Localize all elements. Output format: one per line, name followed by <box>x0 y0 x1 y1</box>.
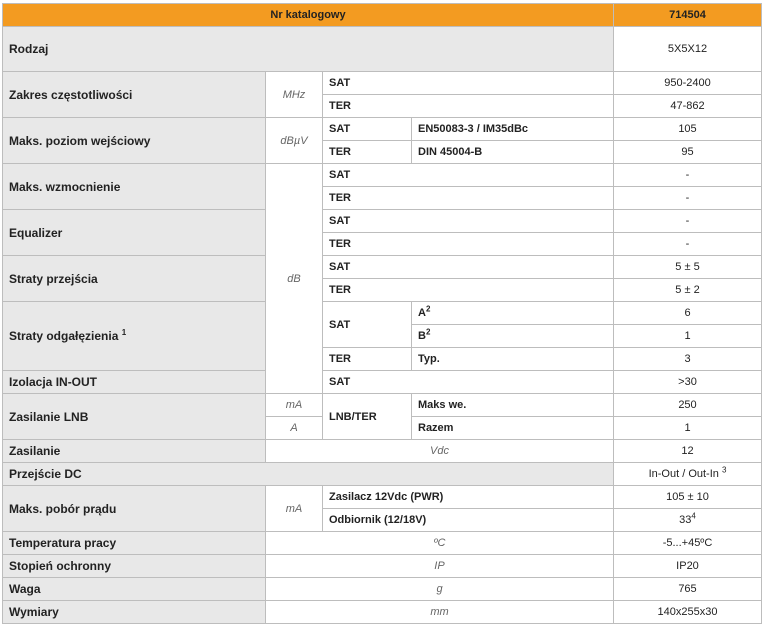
row-value: 3 <box>614 348 762 371</box>
param-label: Odbiornik (12/18V) <box>323 509 614 532</box>
band-label: SAT <box>323 371 614 394</box>
table-row <box>3 256 762 279</box>
band-label: TER <box>323 279 614 302</box>
unit-cell: mm <box>266 601 614 624</box>
row-value: 12 <box>614 440 762 463</box>
row-label: Rodzaj <box>3 27 614 72</box>
row-label: Equalizer <box>3 210 266 256</box>
row-value: 250 <box>614 394 762 417</box>
table-row <box>3 72 762 95</box>
unit-cell: mA <box>266 486 323 532</box>
row-value: 5 ± 5 <box>614 256 762 279</box>
row-value: - <box>614 210 762 233</box>
row-value: 5X5X12 <box>614 27 762 72</box>
catalog-number-value: 714504 <box>614 4 762 27</box>
table-row <box>3 463 762 486</box>
band-label: SAT <box>323 302 412 348</box>
row-value: 765 <box>614 578 762 601</box>
row-value <box>614 509 762 532</box>
row-value: 47-862 <box>614 95 762 118</box>
row-value: 5 ± 2 <box>614 279 762 302</box>
footnote-mark: 4 <box>691 511 696 521</box>
band-label: SAT <box>323 72 614 95</box>
tap-label <box>412 325 614 348</box>
table-row <box>3 486 762 509</box>
table-row <box>3 440 762 463</box>
row-value: 1 <box>614 325 762 348</box>
unit-cell: Vdc <box>266 440 614 463</box>
row-label: Maks. pobór prądu <box>3 486 266 532</box>
standard-label: DIN 45004-B <box>412 141 614 164</box>
row-label: Maks. wzmocnienie <box>3 164 266 210</box>
row-value: 6 <box>614 302 762 325</box>
table-row <box>3 164 762 187</box>
table-row <box>3 394 762 417</box>
param-label: Zasilacz 12Vdc (PWR) <box>323 486 614 509</box>
footnote-mark: 3 <box>721 465 727 475</box>
row-value: 95 <box>614 141 762 164</box>
row-label: Wymiary <box>3 601 266 624</box>
row-label-text: Straty odgałęzienia <box>9 329 119 343</box>
typ-label: Typ. <box>412 348 614 371</box>
row-label: Zakres częstotliwości <box>3 72 266 118</box>
tap-label <box>412 302 614 325</box>
row-value: 140x255x30 <box>614 601 762 624</box>
row-value: - <box>614 164 762 187</box>
row-value: 1 <box>614 417 762 440</box>
unit-cell: A <box>266 417 323 440</box>
band-label: SAT <box>323 256 614 279</box>
band-label: TER <box>323 348 412 371</box>
row-value-text: In-Out / Out-In <box>648 468 719 480</box>
band-label: SAT <box>323 164 614 187</box>
row-label: Straty przejścia <box>3 256 266 302</box>
tap-a-text: A <box>418 307 426 319</box>
table-row <box>3 371 762 394</box>
table-row <box>3 578 762 601</box>
row-label: Przejście DC <box>3 463 614 486</box>
table-row <box>3 302 762 325</box>
unit-cell: g <box>266 578 614 601</box>
table-row <box>3 555 762 578</box>
row-label: Temperatura pracy <box>3 532 266 555</box>
footnote-mark: 1 <box>121 328 127 337</box>
footnote-mark: 2 <box>425 327 431 337</box>
footnote-mark: 2 <box>425 304 431 314</box>
unit-cell: ºC <box>266 532 614 555</box>
band-label: TER <box>323 233 614 256</box>
row-value: -5...+45ºC <box>614 532 762 555</box>
catalog-number-label: Nr katalogowy <box>3 4 614 27</box>
header-row <box>3 4 762 27</box>
band-label: SAT <box>323 118 412 141</box>
row-value: - <box>614 187 762 210</box>
row-label: Zasilanie LNB <box>3 394 266 440</box>
unit-cell: mA <box>266 394 323 417</box>
row-label: Stopień ochronny <box>3 555 266 578</box>
row-label: Izolacja IN-OUT <box>3 371 266 394</box>
table-row <box>3 210 762 233</box>
table-row <box>3 118 762 141</box>
param-label: Razem <box>412 417 614 440</box>
band-label: TER <box>323 141 412 164</box>
row-label: Maks. poziom wejściowy <box>3 118 266 164</box>
table-row <box>3 532 762 555</box>
unit-cell: dBµV <box>266 118 323 164</box>
spec-table <box>2 3 762 624</box>
unit-cell: MHz <box>266 72 323 118</box>
row-value: - <box>614 233 762 256</box>
table-row <box>3 27 762 72</box>
row-value: 105 <box>614 118 762 141</box>
row-value: 950-2400 <box>614 72 762 95</box>
row-value <box>614 463 762 486</box>
row-value-text: 33 <box>679 514 692 526</box>
band-label: TER <box>323 187 614 210</box>
param-label: Maks we. <box>412 394 614 417</box>
band-label: LNB/TER <box>323 394 412 440</box>
unit-cell: dB <box>266 164 323 394</box>
tap-b-text: B <box>418 330 426 342</box>
row-label <box>3 302 266 371</box>
standard-label: EN50083-3 / IM35dBc <box>412 118 614 141</box>
band-label: SAT <box>323 210 614 233</box>
row-value: >30 <box>614 371 762 394</box>
row-value: 105 ± 10 <box>614 486 762 509</box>
table-row <box>3 601 762 624</box>
row-label: Waga <box>3 578 266 601</box>
unit-cell: IP <box>266 555 614 578</box>
row-label: Zasilanie <box>3 440 266 463</box>
row-value: IP20 <box>614 555 762 578</box>
band-label: TER <box>323 95 614 118</box>
